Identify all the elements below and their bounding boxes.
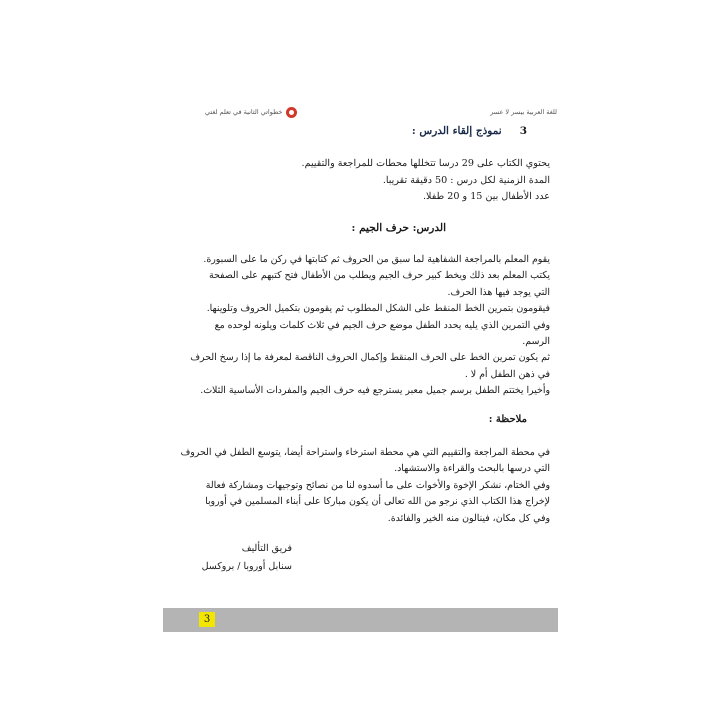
signature-place: سنابل أوروبا / بروكسل	[201, 561, 292, 572]
header-subtitle: للغة العربية بيسر لا عسر	[490, 108, 557, 116]
intro-line: المدة الزمنية لكل درس : 50 دقيقة تقريبا.	[382, 174, 550, 186]
body-line: التي يوجد فيها هذا الحرف.	[447, 286, 550, 298]
body-line: في ذهن الطفل أم لا .	[464, 368, 550, 380]
lesson-body	[170, 252, 550, 400]
page-number-badge: 3	[199, 612, 215, 627]
body-line: وفي التمرين الذي يليه يحدد الطفل موضع حرف الجيم في ثلاث كلمات ويلونه لوحده مع	[214, 319, 550, 331]
footer-bar	[163, 608, 558, 632]
intro-paragraph	[170, 156, 550, 206]
header-left	[205, 107, 297, 118]
signature-team: فريق التأليف	[241, 543, 292, 554]
running-header	[205, 103, 557, 121]
note-line: وفي الختام، نشكر الإخوة والأخوات على ما أسدوه لنا من نصائح وتوجيهات ومشاركة فعالة	[205, 479, 550, 491]
note-line: وفي كل مكان، فينالون منه الخير والفائدة.	[387, 512, 550, 524]
header-book-title: خطواتي الثانية في تعلم لغتي	[205, 108, 283, 116]
body-line: يقوم المعلم بالمراجعة الشفاهية لما سبق من الحروف ثم كتابتها في ركن ما على السبورة.	[203, 254, 550, 265]
body-line: الرسم.	[522, 336, 550, 348]
intro-line: يحتوي الكتاب على 29 درسا تتخللها محطات للمراجعة والتقييم.	[301, 158, 550, 169]
note-body	[170, 445, 550, 527]
body-line: ثم يكون تمرين الخط على الحرف المنقط وإكمال الحروف الناقصة لمعرفة ما إذا رسخ الحرف	[190, 352, 550, 364]
note-line: لإخراج هذا الكتاب الذي نرجو من الله تعالى أن يكون مباركا على أبناء المسلمين في أوروبا	[205, 496, 550, 508]
section-number: 3	[519, 125, 527, 137]
note-title: ملاحظة :	[488, 414, 527, 425]
section-heading	[412, 125, 527, 137]
body-line: وأخيرا يختتم الطفل برسم جميل معبر يسترجع فيه حرف الجيم والمفردات الأساسية الثلاث.	[200, 385, 550, 397]
note-line: التي درسها بالبحث والقراءة والاستشهاد.	[394, 463, 550, 475]
intro-line: عدد الأطفال بين 15 و 20 طفلا.	[422, 191, 550, 202]
lesson-title: الدرس: حرف الجيم :	[351, 222, 446, 234]
publisher-logo-icon	[286, 107, 297, 118]
note-line: في محطة المراجعة والتقييم التي هي محطة استرخاء واستراحة أيضا، يتوسع الطفل في الحروف	[180, 447, 550, 458]
body-line: فيقومون بتمرين الخط المنقط على الشكل المطلوب ثم يقومون بتكميل الحروف وتلوينها.	[206, 303, 550, 315]
section-title: نموذج إلقاء الدرس :	[411, 125, 502, 137]
body-line: يكتب المعلم بعد ذلك ويخط كبير حرف الجيم ويطلب من الأطفال فتح كتبهم على الصفحة	[208, 270, 550, 282]
